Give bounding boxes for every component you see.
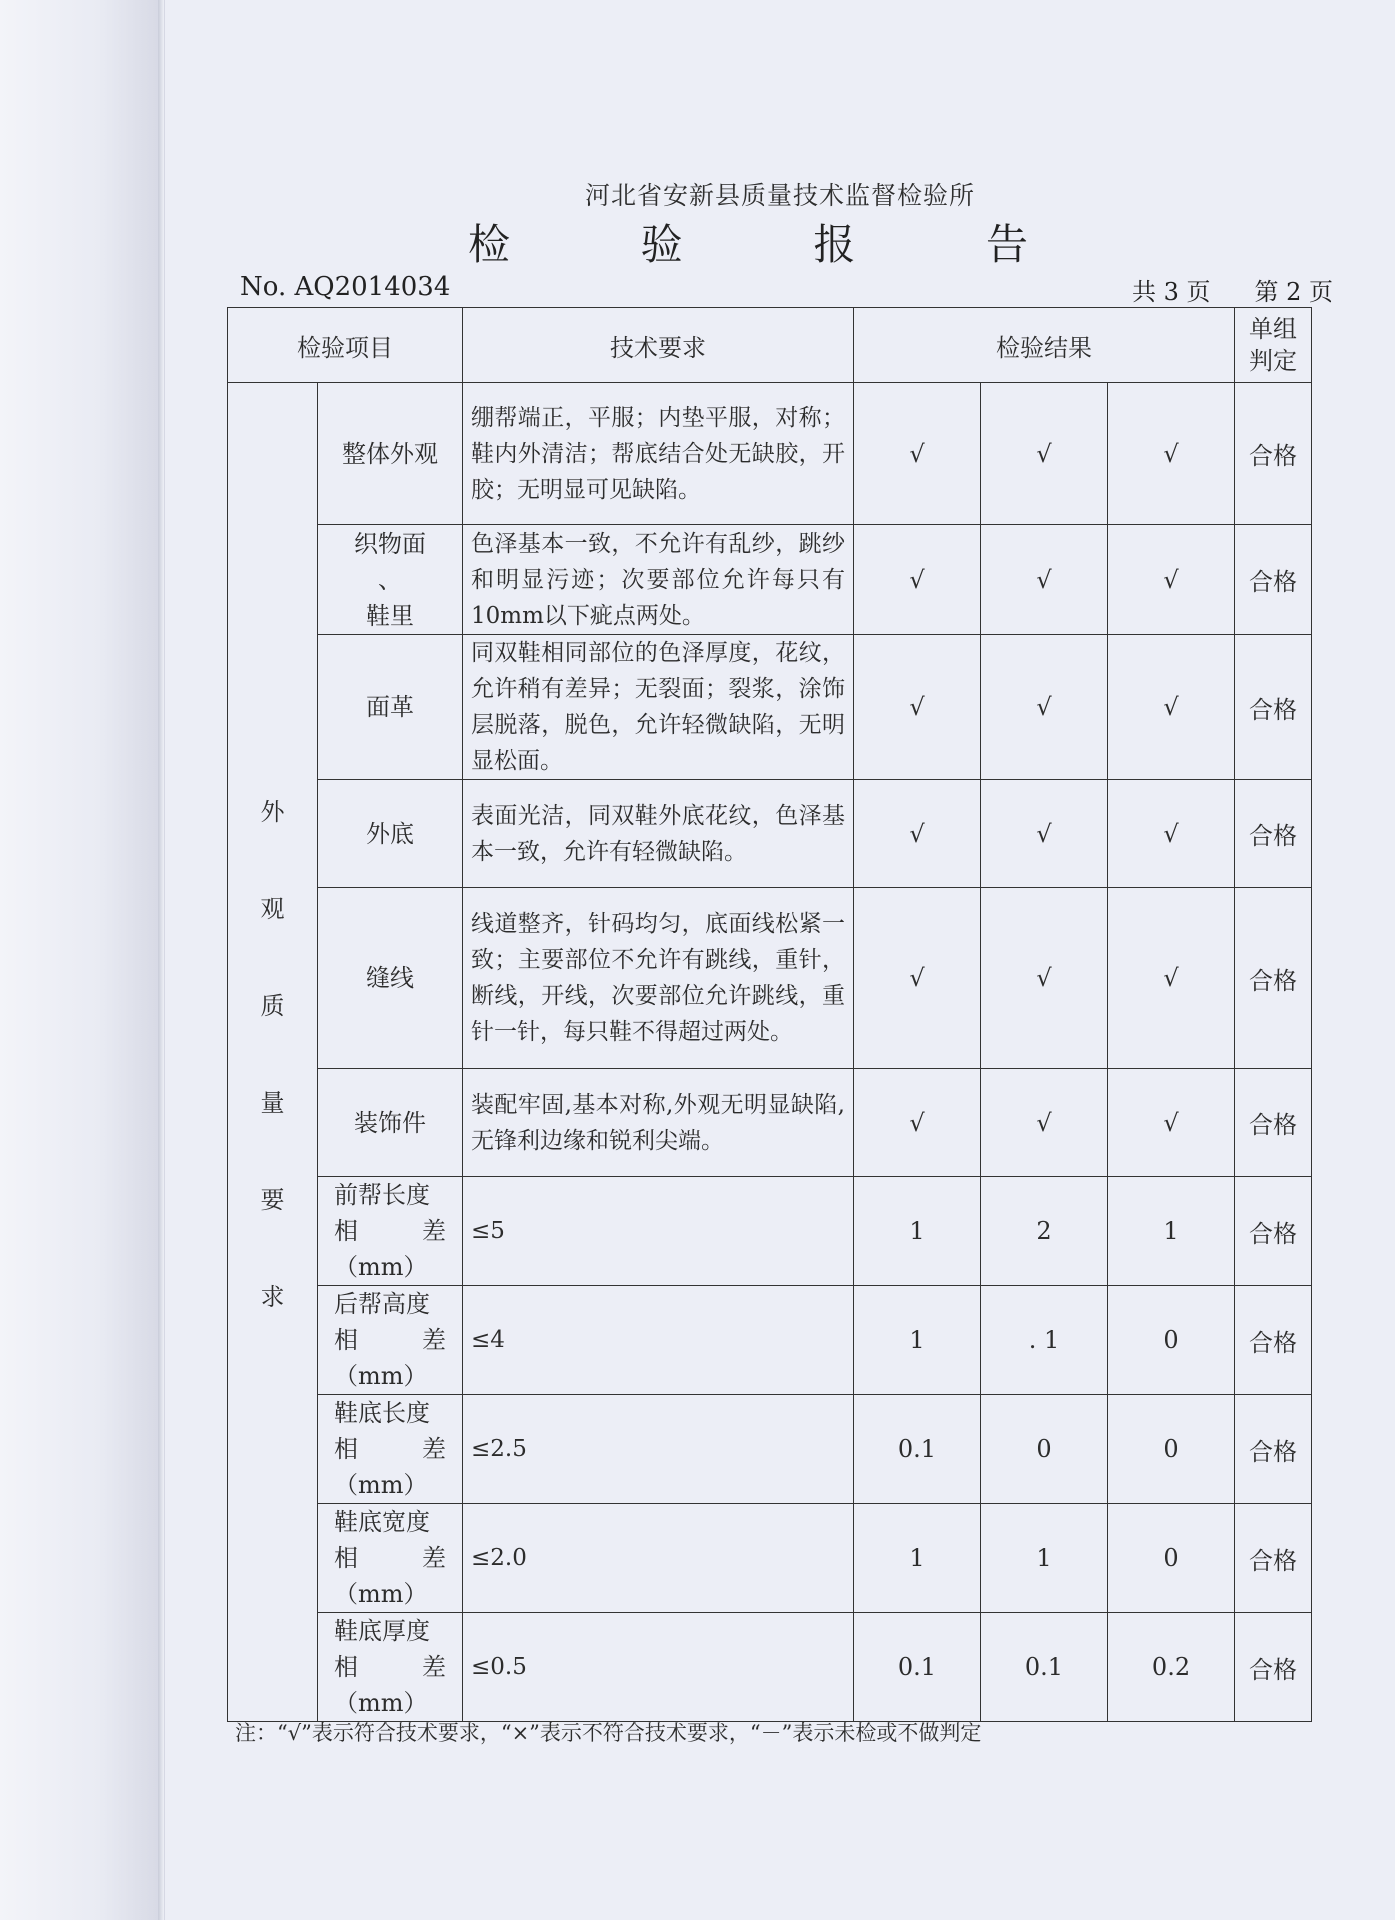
item-line: 后帮高度	[334, 1290, 430, 1318]
result-2: . 1	[981, 1286, 1108, 1395]
item-line: 、	[378, 565, 402, 594]
requirement-text: ≤2.0	[463, 1504, 854, 1613]
item-line: 相	[334, 1544, 358, 1572]
verdict: 合格	[1235, 635, 1312, 780]
category-cell	[228, 383, 318, 1722]
item-name: 面革	[318, 635, 463, 780]
result-3: 1	[1108, 1177, 1235, 1286]
item-line: 鞋底宽度	[334, 1508, 430, 1536]
table-row	[228, 1069, 1312, 1177]
item-line: （mm）	[334, 1253, 428, 1281]
header-verdict-line1: 单组	[1249, 315, 1298, 343]
item-name	[318, 1286, 463, 1395]
category-char: 求	[260, 1283, 285, 1311]
item-line: 相	[334, 1217, 358, 1245]
item-line: （mm）	[334, 1362, 428, 1390]
requirement-text: ≤0.5	[463, 1613, 854, 1722]
title-char: 告	[985, 220, 1028, 269]
requirement-text: 表面光洁，同双鞋外底花纹，色泽基本一致，允许有轻微缺陷。	[463, 780, 854, 888]
table-row	[228, 780, 1312, 888]
table-row	[228, 1504, 1312, 1613]
item-line: （mm）	[334, 1580, 428, 1608]
item-line: 差	[422, 1544, 446, 1572]
header-result: 检验结果	[854, 308, 1235, 383]
verdict: 合格	[1235, 525, 1312, 635]
header-verdict	[1235, 308, 1312, 383]
organization-name: 河北省安新县质量技术监督检验所	[584, 181, 975, 210]
result-1: 0.1	[854, 1613, 981, 1722]
result-3: √	[1108, 383, 1235, 525]
item-line: 鞋底厚度	[334, 1617, 430, 1645]
result-1: √	[854, 1069, 981, 1177]
result-2: √	[981, 635, 1108, 780]
total-pages: 共 3 页	[1131, 278, 1211, 306]
item-line: （mm）	[334, 1689, 428, 1717]
result-2: 0.1	[981, 1613, 1108, 1722]
inspection-table	[227, 307, 1312, 1722]
category-char: 质	[260, 992, 285, 1020]
verdict: 合格	[1235, 1395, 1312, 1504]
title-char: 检	[468, 220, 511, 269]
requirement-text: 线道整齐，针码均匀，底面线松紧一致；主要部位不允许有跳线，重针，断线，开线，次要部位允许跳线，重针一针，每只鞋不得超过两处。	[463, 888, 854, 1069]
title-char: 验	[640, 220, 683, 269]
verdict: 合格	[1235, 383, 1312, 525]
result-2: √	[981, 383, 1108, 525]
item-line: 织物面	[354, 529, 426, 558]
result-1: √	[854, 383, 981, 525]
result-3: √	[1108, 525, 1235, 635]
table-row	[228, 635, 1312, 780]
result-1: √	[854, 888, 981, 1069]
requirement-text: 色泽基本一致，不允许有乱纱，跳纱和明显污迹；次要部位允许每只有10mm以下疵点两处。	[463, 525, 854, 635]
item-name	[318, 1613, 463, 1722]
result-3: 0.2	[1108, 1613, 1235, 1722]
category-char: 观	[260, 895, 285, 923]
result-3: 0	[1108, 1395, 1235, 1504]
header-verdict-line2: 判定	[1249, 347, 1298, 375]
result-2: 0	[981, 1395, 1108, 1504]
current-page: 第 2 页	[1254, 278, 1333, 306]
table-row	[228, 1613, 1312, 1722]
item-name	[318, 1504, 463, 1613]
result-3: √	[1108, 780, 1235, 888]
item-line: 相	[334, 1326, 358, 1354]
item-line: 差	[422, 1217, 446, 1245]
verdict: 合格	[1235, 1069, 1312, 1177]
requirement-text: 同双鞋相同部位的色泽厚度，花纹，允许稍有差异；无裂面；裂浆，涂饰层脱落，脱色，允许轻微缺陷，无明显松面。	[463, 635, 854, 780]
header-requirement: 技术要求	[463, 308, 854, 383]
item-line: 鞋底长度	[334, 1399, 430, 1427]
result-2: 2	[981, 1177, 1108, 1286]
item-line: 鞋里	[366, 601, 414, 630]
binding-edge	[158, 0, 164, 1920]
item-name	[318, 1395, 463, 1504]
verdict: 合格	[1235, 1613, 1312, 1722]
result-1: 1	[854, 1286, 981, 1395]
item-name	[318, 1177, 463, 1286]
result-3: 0	[1108, 1504, 1235, 1613]
result-1: √	[854, 780, 981, 888]
item-line: 相	[334, 1435, 358, 1463]
result-2: √	[981, 780, 1108, 888]
verdict: 合格	[1235, 780, 1312, 888]
verdict: 合格	[1235, 1504, 1312, 1613]
result-2: √	[981, 1069, 1108, 1177]
item-name: 装饰件	[318, 1069, 463, 1177]
category-char: 要	[260, 1186, 285, 1214]
item-name: 外底	[318, 780, 463, 888]
item-line: 差	[422, 1435, 446, 1463]
header-item: 检验项目	[228, 308, 463, 383]
verdict: 合格	[1235, 888, 1312, 1069]
table-row	[228, 525, 1312, 635]
result-1: 0.1	[854, 1395, 981, 1504]
item-line: 差	[422, 1653, 446, 1681]
table-row	[228, 1286, 1312, 1395]
item-line: （mm）	[334, 1471, 428, 1499]
result-1: 1	[854, 1177, 981, 1286]
result-1: 1	[854, 1504, 981, 1613]
result-2: √	[981, 525, 1108, 635]
result-3: 0	[1108, 1286, 1235, 1395]
item-name: 整体外观	[318, 383, 463, 525]
footnote: 注：“√”表示符合技术要求，“×”表示不符合技术要求，“－”表示未检或不做判定	[235, 1721, 982, 1745]
category-char: 量	[260, 1089, 285, 1117]
result-2: √	[981, 888, 1108, 1069]
page-info	[1132, 272, 1333, 307]
item-name: 缝线	[318, 888, 463, 1069]
report-number: No. AQ2014034	[240, 272, 451, 302]
result-3: √	[1108, 888, 1235, 1069]
verdict: 合格	[1235, 1177, 1312, 1286]
item-name	[318, 525, 463, 635]
requirement-text: 绷帮端正，平服；内垫平服，对称；鞋内外清洁；帮底结合处无缺胶，开胶；无明显可见缺陷。	[463, 383, 854, 525]
table-row	[228, 1395, 1312, 1504]
report-title	[468, 212, 1028, 272]
category-char: 外	[260, 798, 285, 826]
result-2: 1	[981, 1504, 1108, 1613]
result-1: √	[854, 635, 981, 780]
table-header-row	[228, 308, 1312, 383]
table-row	[228, 383, 1312, 525]
table-row	[228, 1177, 1312, 1286]
requirement-text: ≤2.5	[463, 1395, 854, 1504]
verdict: 合格	[1235, 1286, 1312, 1395]
table-row	[228, 888, 1312, 1069]
result-1: √	[854, 525, 981, 635]
title-char: 报	[813, 220, 856, 269]
binding-margin	[0, 0, 165, 1920]
result-3: √	[1108, 635, 1235, 780]
item-line: 相	[334, 1653, 358, 1681]
item-line: 差	[422, 1326, 446, 1354]
item-line: 前帮长度	[334, 1181, 430, 1209]
requirement-text: 装配牢固,基本对称,外观无明显缺陷,无锋利边缘和锐利尖端。	[463, 1069, 854, 1177]
requirement-text: ≤5	[463, 1177, 854, 1286]
result-3: √	[1108, 1069, 1235, 1177]
requirement-text: ≤4	[463, 1286, 854, 1395]
report-page	[165, 0, 1395, 1920]
